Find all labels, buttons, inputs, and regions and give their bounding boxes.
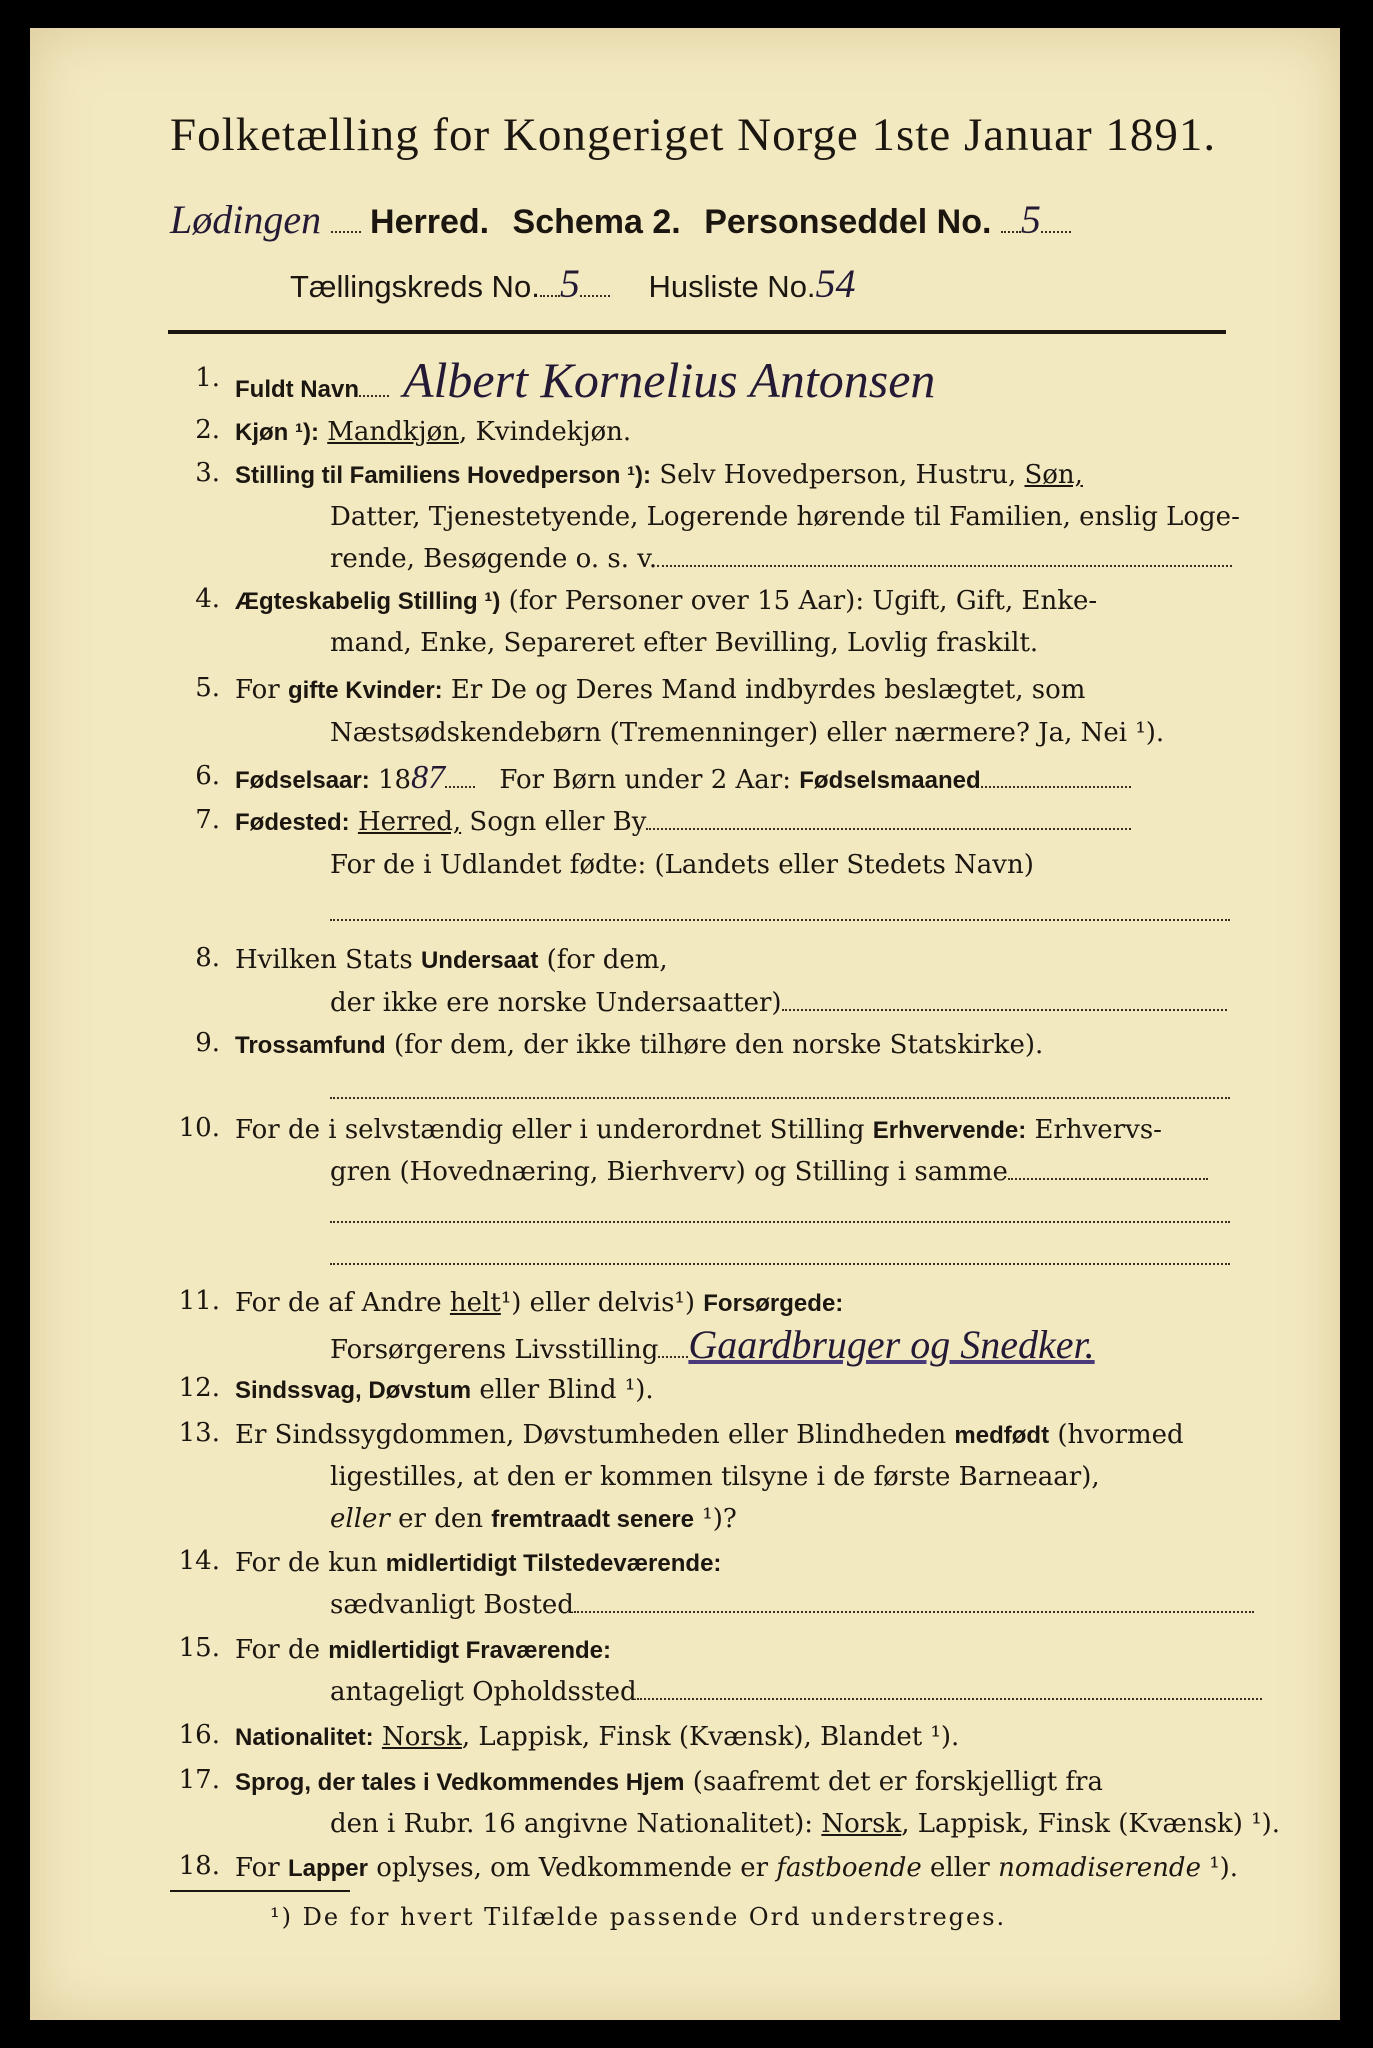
nationalitet-norsk-underlined: Norsk [381,1722,462,1752]
item-lapper: For Lapper oplyses, om Vedkommende er fastboende eller nomadiserende ¹). [235,1853,1239,1883]
subheader-line [290,260,856,307]
item-number: 6. [195,761,220,791]
item-number: 16. [178,1720,220,1750]
item-nationalitet: Nationalitet: Norsk, Lappisk, Finsk (Kvænsk), Blandet ¹). [235,1722,960,1752]
herred-label: Herred. [370,203,490,241]
taellingskreds-label: Tællingskreds No. [290,269,540,304]
item-fodselsaar: Fødselsaar: 1887 For Børn under 2 Aar: Fødselsmaaned [235,761,1131,798]
item-number: 17. [178,1765,220,1795]
item-number: 3. [195,458,220,488]
fodested-herred-underlined: Herred, [357,807,462,837]
item-number: 12. [178,1373,220,1403]
item-tilstedevaerende: For de kun midlertidigt Tilstedeværende: [235,1548,722,1578]
fodselsaar-value: 87 [411,759,446,796]
item-stilling-line2: Datter, Tjenestetyende, Logerende hørende til Familien, enslig Loge- [330,502,1240,532]
item-number: 5. [195,673,220,703]
item-undersaat-line2: der ikke ere norske Undersaatter) [330,986,1227,1020]
item-fodested-line2: For de i Udlandet fødte: (Landets eller Stedets Navn) [330,850,1034,880]
item-aegteskabelig-line2: mand, Enke, Separeret efter Bevilling, Lovlig fraskilt. [330,628,1039,658]
form-title: Folketælling for Kongeriget Norge 1ste Januar 1891. [170,109,1217,161]
header-rule [168,330,1226,334]
item-sindssvag: Sindssvag, Døvstum eller Blind ¹). [235,1375,654,1405]
item-undersaat: Hvilken Stats Undersaat (for dem, [235,945,668,975]
item-number: 18. [178,1851,220,1881]
header-line [170,196,1250,243]
item-tilstedevaerende-line2: sædvanligt Bosted [330,1588,1254,1622]
footnote-rule [170,1890,350,1892]
dotted-line [330,1074,1230,1108]
kjon-mandkjon-underlined: Mandkjøn [327,417,459,447]
item-number: 14. [178,1546,220,1576]
forsorger-livsstilling-value: Gaardbruger og Snedker. [688,1322,1095,1367]
item-number: 11. [178,1286,220,1316]
item-number: 9. [195,1028,220,1058]
item-erhverv: For de i selvstændig eller i underordnet Stilling Erhvervende: Erhvervs- [235,1115,1162,1145]
item-forsorgede: For de af Andre helt¹) eller delvis¹) Forsørgede: [235,1288,844,1318]
item-kjon: Kjøn ¹): Mandkjøn, Kvindekjøn. [235,417,632,447]
item-number: 2. [195,415,220,445]
item-fravaerende: For de midlertidigt Fraværende: [235,1635,611,1665]
census-form-sheet [30,28,1340,2020]
item-number: 1. [195,363,220,393]
item-gifte-kvinder: For gifte Kvinder: Er De og Deres Mand indbyrdes beslægtet, som [235,675,1086,705]
item-number: 7. [195,805,220,835]
item-forsorgede-line2: Forsørgerens Livsstilling Gaardbruger og Snedker. [330,1322,1095,1367]
item-erhverv-line2: gren (Hovednæring, Bierhverv) og Stilling i samme [330,1155,1208,1189]
item-number: 15. [178,1633,220,1663]
item-aegteskabelig: Ægteskabelig Stilling ¹) (for Personer over 15 Aar): Ugift, Gift, Enke- [235,586,1098,616]
schema-label: Schema 2. [512,203,681,241]
personseddel-value: 5 [1020,197,1041,242]
dotted-line [330,1198,1230,1232]
dotted-line [330,1240,1230,1274]
item-stilling-line3: rende, Besøgende o. s. v. [330,542,1232,576]
name-value: Albert Kornelius Antonsen [403,352,936,408]
item-number: 13. [178,1418,220,1448]
taellingskreds-value: 5 [559,261,580,306]
forsorgede-helt-underlined: helt [449,1288,501,1318]
item-gifte-kvinder-line2: Næstsødskendebørn (Tremenninger) eller nærmere? Ja, Nei ¹). [330,718,1165,748]
item-trossamfund: Trossamfund (for dem, der ikke tilhøre den norske Statskirke). [235,1030,1044,1060]
item-fuldt-navn: Fuldt Navn Albert Kornelius Antonsen [235,352,936,408]
item-number: 4. [195,584,220,614]
husliste-label: Husliste No. [648,269,816,304]
item-medfodt: Er Sindssygdommen, Døvstumheden eller Blindheden medfødt (hvormed [235,1420,1184,1450]
item-number: 10. [178,1113,220,1143]
item-fravaerende-line2: antageligt Opholdssted [330,1675,1262,1709]
item-stilling: Stilling til Familiens Hovedperson ¹): Selv Hovedperson, Hustru, Søn, [235,460,1083,490]
item-medfodt-line3: eller er den fremtraadt senere ¹)? [330,1504,737,1534]
item-sprog-line2: den i Rubr. 16 angivne Nationalitet): Norsk, Lappisk, Finsk (Kvænsk) ¹). [330,1809,1281,1839]
stilling-son-underlined: Søn, [1024,460,1083,490]
personseddel-label: Personseddel No. [704,203,992,241]
herred-value: Lødingen [170,197,322,242]
item-sprog: Sprog, der tales i Vedkommendes Hjem (saafremt det er forskjelligt fra [235,1767,1103,1797]
item-number: 8. [195,943,220,973]
sprog-norsk-underlined: Norsk [821,1809,902,1839]
husliste-value: 54 [815,261,856,306]
footnote: ¹) De for hvert Tilfælde passende Ord understreges. [270,1903,1007,1931]
item-medfodt-line2: ligestilles, at den er kommen tilsyne i de første Barneaar), [330,1462,1100,1492]
dotted-line [330,896,1230,930]
item-fodested: Fødested: Herred, Sogn eller By [235,805,1131,840]
